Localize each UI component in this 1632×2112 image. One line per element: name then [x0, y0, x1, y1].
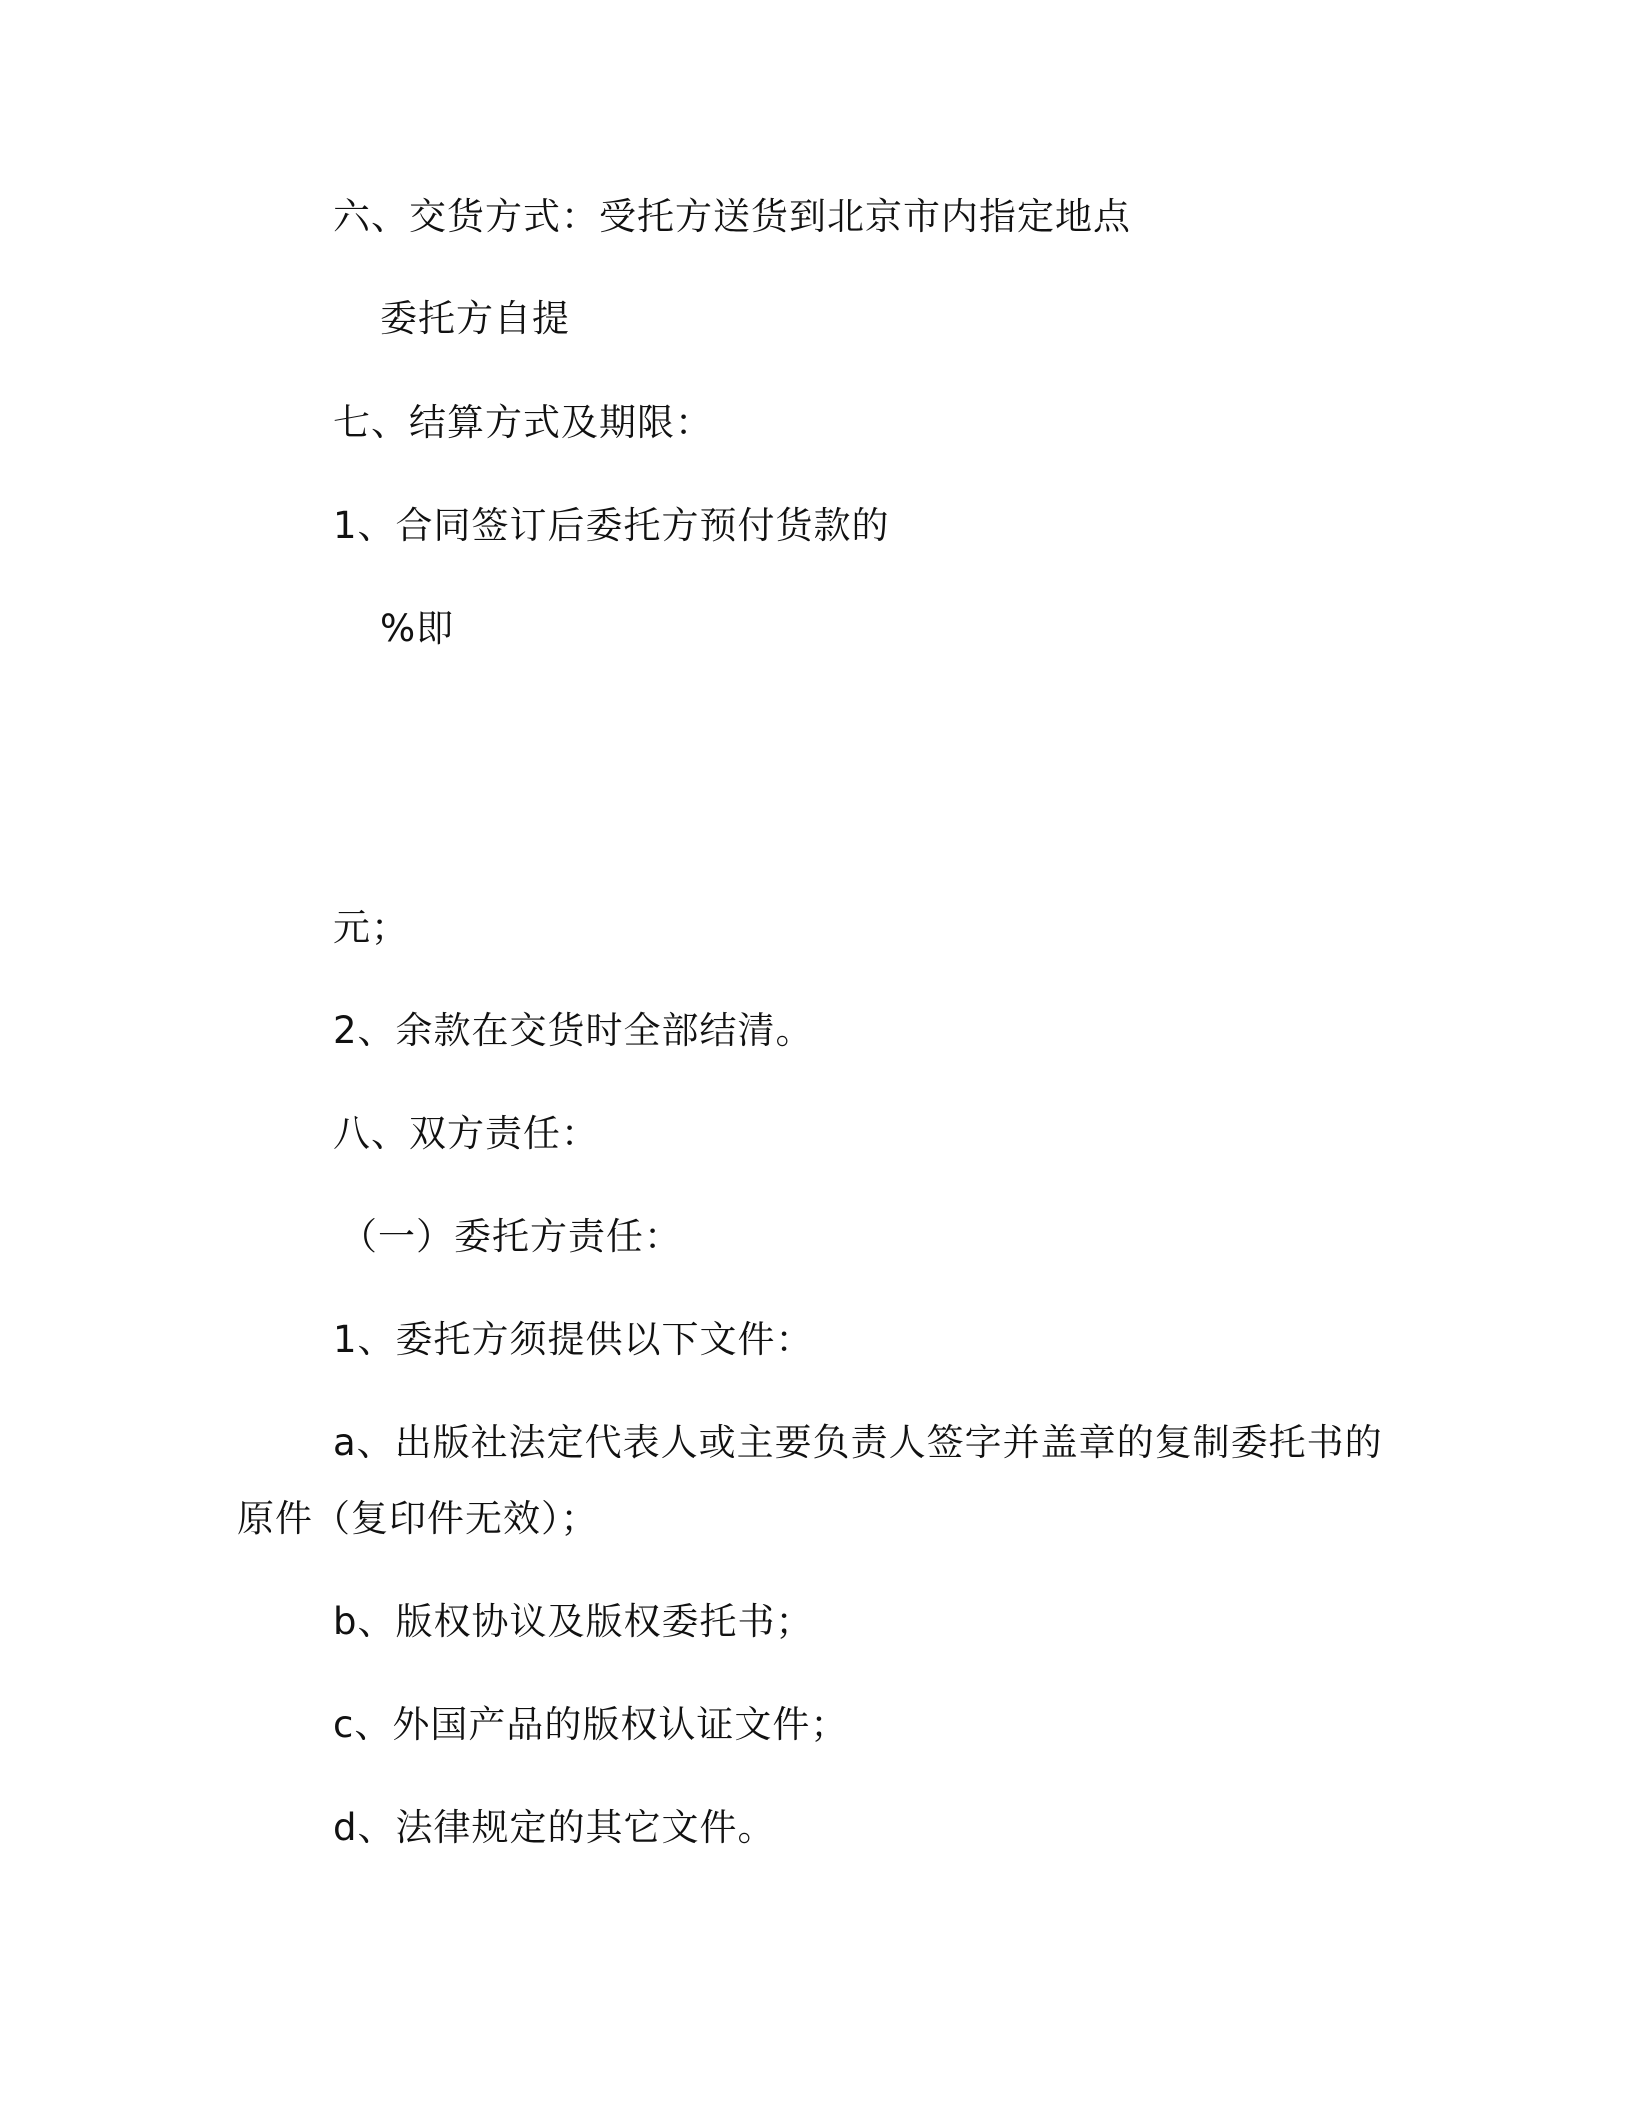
percent-line: %即 [380, 607, 455, 650]
responsibilities-heading: 八、双方责任： [333, 1112, 599, 1155]
client-responsibility-heading: （一）委托方责任： [340, 1215, 682, 1258]
settlement-heading: 七、结算方式及期限： [333, 401, 713, 444]
yuan-line: 元； [333, 906, 409, 949]
required-documents-line: 1、委托方须提供以下文件： [333, 1318, 814, 1361]
item-a-continuation: 原件（复印件无效）； [237, 1497, 599, 1540]
item-a-line: a、出版社法定代表人或主要负责人签字并盖章的复制委托书的 [333, 1421, 1383, 1464]
item-c-line: c、外国产品的版权认证文件； [333, 1703, 849, 1746]
item-d-line: d、法律规定的其它文件。 [333, 1806, 776, 1849]
self-pickup-line: 委托方自提 [380, 297, 570, 340]
item-b-line: b、版权协议及版权委托书； [333, 1600, 814, 1643]
balance-line: 2、余款在交货时全部结清。 [333, 1009, 814, 1052]
prepayment-line: 1、合同签订后委托方预付货款的 [333, 504, 890, 547]
delivery-method-line: 六、交货方式：受托方送货到北京市内指定地点 [333, 195, 1131, 238]
